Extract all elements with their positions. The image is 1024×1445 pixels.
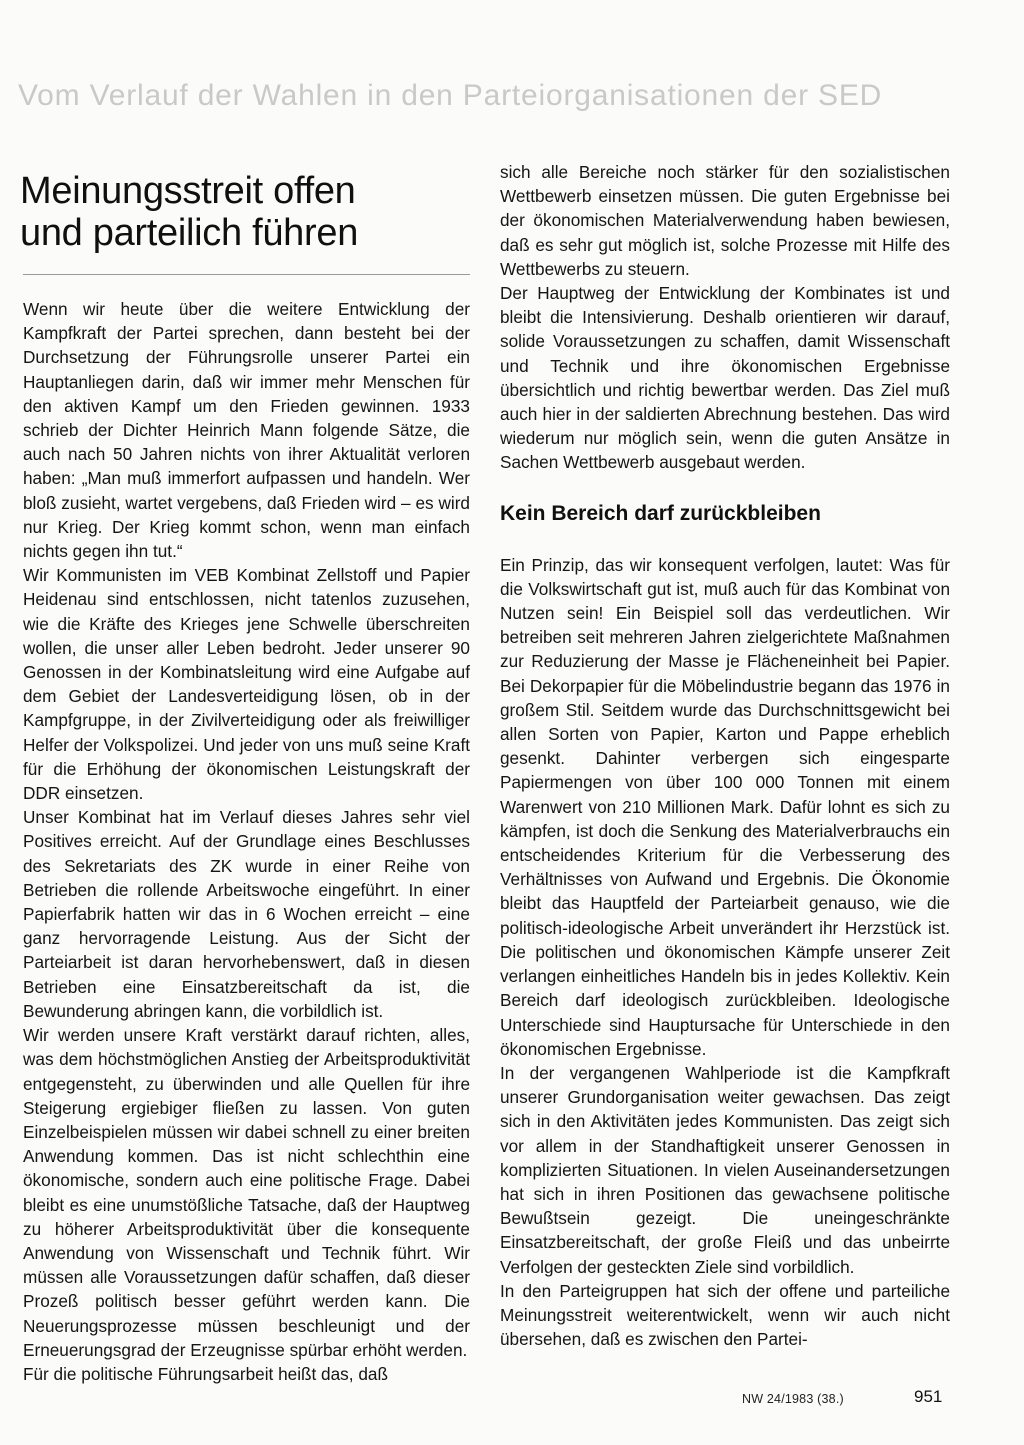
- paragraph: Wir werden unsere Kraft verstärkt darauf richten, alles, was dem höchstmöglichen Anstieg der Arbeitsproduktivität entgegensteht, zu überwinden und alle Quellen für ihre Steigerung ergiebiger fließen zu lassen. Von guten Einzelbeispielen müssen wir dabei schnell zu einer breiten Anwendung kommen. Das ist nicht schlechthin eine ökonomische, sondern auch eine politische Frage. Dabei bleibt es eine unumstößliche Tatsache, daß der Hauptweg zu höherer Arbeitsproduktivität über die konsequente Anwendung von Wissenschaft und Technik führt. Wir müssen alle Voraussetzungen dafür schaffen, daß dieser Prozeß politisch besser geführt werden kann. Die Neuerungsprozesse müssen beschleunigt und der Erneuerungsgrad der Erzeugnisse spürbar erhöht werden.: [23, 1025, 470, 1360]
- paragraph: Unser Kombinat hat im Verlauf dieses Jahres sehr viel Positives erreicht. Auf der Grundlage eines Beschlusses des Sekretariats des ZK wurde in einer Reihe von Betrieben die rollende Arbeitswoche eingeführt. In einer Papierfabrik hatten wir das in 6 Wochen erreicht – eine ganz hervorragende Leistung. Aus der Sicht der Parteiarbeit ist daran hervorhebenswert, daß in diesen Betrieben eine Einsatzbereitschaft da ist, die Bewunderung abringen kann, die vorbildlich ist.: [23, 807, 470, 1021]
- headline-line-2: und parteilich führen: [20, 212, 359, 254]
- paragraph: Wenn wir heute über die weitere Entwicklung der Kampfkraft der Partei sprechen, dann besteht bei der Durchsetzung der Führungsrolle unserer Partei ein Hauptanliegen darin, daß wir immer mehr Menschen für den aktiven Kampf um den Frieden gewinnen. 1933 schrieb der Dichter Heinrich Mann folgende Sätze, die auch nach 50 Jahren nichts von ihrer Aktualität verloren haben: „Man muß immerfort aufpassen und handeln. Wer bloß zusieht, wartet vergebens, daß Frieden wird – es wird nur Krieg. Der Krieg kommt schon, wenn man einfach nichts gegen ihn tut.“: [23, 299, 470, 562]
- right-column: [500, 160, 950, 1351]
- paragraph: Wir Kommunisten im VEB Kombinat Zellstoff und Papier Heidenau sind entschlossen, nicht tatenlos zuzusehen, wie die Kräfte des Krieges jene Schwelle überschreiten wollen, die unser aller Leben bedroht. Jeder unserer 90 Genossen in der Kombinatsleitung wird eine Aufgabe auf dem Gebiet der Landesverteidigung lösen, ob in der Kampfgruppe, in der Zivilverteidigung oder als freiwilliger Helfer der Volkspolizei. Und jeder von uns muß seine Kraft für die Erhöhung der ökonomischen Leistungskraft der DDR einsetzen.: [23, 565, 470, 804]
- paragraph: In der vergangenen Wahlperiode ist die Kampfkraft unserer Grundorganisation weiter gewachsen. Das zeigt sich in den Aktivitäten jedes Kommunisten. Das zeigt sich vor allem in der Standhaftigkeit unserer Genossen in komplizierten Situationen. In vielen Auseinandersetzungen hat sich in ihren Positionen das gewachsene politische Bewußtsein gezeigt. Die uneingeschränkte Einsatzbereitschaft, der große Fleiß und das unbeirrte Verfolgen der gesteckten Ziele sind vorbildlich.: [500, 1062, 950, 1277]
- paragraph: sich alle Bereiche noch stärker für den sozialistischen Wettbewerb einsetzen müssen. Die guten Ergebnisse bei der ökonomischen Materialverwendung haben bewiesen, daß es sehr gut möglich ist, solche Prozesse mit Hilfe des Wettbewerbs zu steuern.: [500, 162, 950, 279]
- left-column: [20, 170, 470, 1386]
- paragraph: Ein Prinzip, das wir konsequent verfolgen, lautet: Was für die Volkswirtschaft gut ist, muß auch für das Kombinat von Nutzen sein! Ein Beispiel soll das verdeutlichen. Wir betreiben seit mehreren Jahren zielgerichtete Maßnahmen zur Reduzierung der Masse je Flächeneinheit bei Papier. Bei Dekorpapier für die Möbelindustrie begann das 1976 in großem Stil. Seitdem wurde das Durchschnittsgewicht bei allen Sorten von Papier, Karton und Pappe erheblich gesenkt. Dahinter verbergen sich eingesparte Papiermengen von über 100 000 Tonnen mit einem Warenwert von 210 Millionen Mark. Dafür lohnt es sich zu kämpfen, ist doch die Senkung des Materialverbrauchs ein entscheidendes Kriterium für die Verbesserung des Verhältnisses von Aufwand und Ergebnis. Die Ökonomie bleibt das Hauptfeld der Parteiarbeit genauso, wie die politisch-ideologische Arbeit unverändert ihr Herzstück ist. Die politischen und ökonomischen Kämpfe unserer Zeit verlangen einheitliches Handeln bis in jedes Kollektiv. Kein Bereich darf ideologisch zurückbleiben. Ideologische Unterschiede sind Hauptursache für Unterschiede in den ökonomischen Ergebnisse.: [500, 554, 950, 1059]
- paragraph: Für die politische Führungsarbeit heißt das, daß: [23, 1363, 388, 1384]
- issue-reference: NW 24/1983 (38.): [742, 1392, 844, 1406]
- paragraph: Der Hauptweg der Entwicklung der Kombinates ist und bleibt die Intensivierung. Deshalb orientieren wir darauf, solide Voraussetzungen zu schaffen, damit Wissenschaft und Technik und ihre ökonomischen Ergebnisse übersichtlich und richtig bewertbar werden. Das Ziel muß auch hier in der saldierten Abrechnung bestehen. Das wird wiederum nur möglich sein, wenn die guten Ansätze in Sachen Wettbewerb ausgebaut werden.: [500, 283, 950, 473]
- section-kicker: Vom Verlauf der Wahlen in den Parteiorganisationen der SED: [18, 79, 883, 112]
- paragraph: In den Parteigruppen hat sich der offene und parteiliche Meinungsstreit weiterentwickelt, wenn wir auch nicht übersehen, daß es zwischen den Partei-: [500, 1280, 950, 1350]
- article-headline: [20, 170, 470, 254]
- section-subheading: Kein Bereich darf zurückbleiben: [500, 501, 821, 525]
- headline-divider: [23, 274, 470, 275]
- page-number: 951: [914, 1387, 943, 1406]
- headline-line-1: Meinungsstreit offen: [20, 170, 356, 212]
